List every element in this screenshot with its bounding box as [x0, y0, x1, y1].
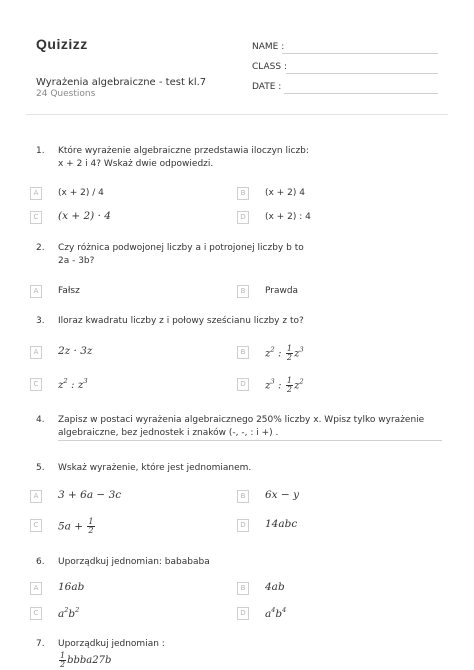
question-number: 6.	[36, 557, 45, 567]
name-line	[282, 53, 438, 54]
option-c[interactable]	[30, 607, 210, 620]
question-text	[58, 242, 446, 267]
option-letter-box: B	[237, 346, 249, 359]
question-text-line: Zapisz w postaci wyrażenia algebraicznego 250% liczby x. Wpisz tylko wyrażenie	[58, 415, 425, 425]
option-letter-box: D	[237, 378, 249, 391]
question-text	[58, 638, 446, 669]
option-text: 14abc	[265, 518, 298, 530]
fraction: $\frac{1}{2}$	[60, 650, 66, 669]
option-text: $z^2$ : $z^3$	[58, 377, 88, 391]
option-a[interactable]	[30, 346, 210, 359]
question-1	[36, 145, 446, 171]
fraction: $\frac{1}{2}$	[286, 344, 292, 362]
option-a[interactable]	[30, 490, 210, 503]
question-expression: $\frac{1}{2}$ bbba27b	[60, 650, 112, 669]
question-text-line: x + 2 i 4? Wskaż dwie odpowiedzi.	[58, 158, 214, 169]
option-d[interactable]	[237, 607, 417, 620]
question-number: 1.	[36, 146, 45, 156]
quizizz-logo: Quizizz	[36, 36, 88, 52]
option-text: $z^2$ : $\frac{1}{2}$ $z^3$	[265, 344, 304, 362]
question-number: 7.	[36, 639, 45, 649]
option-letter-box: B	[237, 582, 249, 595]
option-text: 16ab	[58, 581, 85, 593]
option-letter-box: A	[30, 285, 42, 298]
class-label: CLASS :	[252, 62, 287, 72]
name-label: NAME :	[252, 42, 285, 52]
fraction: $\frac{1}{2}$	[88, 517, 94, 535]
option-c[interactable]	[30, 517, 210, 535]
date-field[interactable]	[252, 82, 438, 92]
option-letter-box: C	[30, 211, 42, 224]
option-text: 2z · 3z	[58, 345, 93, 357]
option-text: (x + 2) / 4	[58, 188, 104, 198]
fraction: $\frac{1}{2}$	[286, 376, 292, 394]
question-text-line: Uporządkuj jednomian :	[58, 639, 165, 649]
option-letter-box: B	[237, 285, 249, 298]
question-text-line: 2a - 3b?	[58, 255, 95, 266]
option-letter-box: A	[30, 346, 42, 359]
option-letter-box: B	[237, 490, 249, 503]
class-line	[286, 73, 438, 74]
question-text-line: Czy różnica podwojonej liczby a i potrojonej liczby b to	[58, 243, 304, 253]
date-line	[284, 93, 438, 94]
option-text: 3 + 6a − 3c	[58, 489, 122, 501]
question-number: 2.	[36, 243, 45, 253]
option-d[interactable]	[237, 376, 417, 394]
option-text: 6x − y	[265, 489, 300, 501]
question-text: Uporządkuj jednomian: babababa	[58, 557, 210, 567]
option-text: $z^3$ : $\frac{1}{2}$ $z^2$	[265, 376, 304, 394]
question-7	[36, 638, 446, 668]
option-b[interactable]	[237, 344, 417, 362]
option-d[interactable]	[237, 519, 417, 532]
option-a[interactable]	[30, 285, 210, 298]
name-field[interactable]	[252, 42, 438, 52]
header-divider	[26, 114, 448, 115]
option-b[interactable]	[237, 187, 417, 200]
option-text: $a^4b^4$	[265, 606, 287, 620]
option-a[interactable]	[30, 582, 210, 595]
option-letter-box: C	[30, 607, 42, 620]
question-count: 24 Questions	[36, 89, 96, 99]
option-letter-box: C	[30, 378, 42, 391]
question-text	[58, 414, 446, 439]
question-number: 3.	[36, 316, 45, 326]
option-text: 4ab	[265, 581, 285, 593]
question-text: Iloraz kwadratu liczby z i połowy sześcianu liczby z to?	[58, 316, 304, 326]
class-field[interactable]	[252, 62, 438, 72]
date-label: DATE :	[252, 82, 282, 92]
worksheet-title: Wyrażenia algebraiczne - test kl.7	[36, 77, 207, 88]
question-text-line: Które wyrażenie algebraiczne przedstawia iloczyn liczb:	[58, 146, 309, 156]
question-number: 4.	[36, 415, 45, 425]
question-6	[36, 556, 446, 570]
question-5	[36, 462, 446, 476]
option-text: Prawda	[265, 286, 299, 296]
question-number: 5.	[36, 463, 45, 473]
option-letter-box: B	[237, 187, 249, 200]
question-4	[36, 414, 446, 440]
option-letter-box: C	[30, 519, 42, 532]
option-c[interactable]	[30, 378, 210, 391]
option-letter-box: A	[30, 582, 42, 595]
option-letter-box: A	[30, 490, 42, 503]
question-3	[36, 315, 446, 329]
option-text: $a^2b^2$	[58, 606, 80, 620]
option-a[interactable]	[30, 187, 210, 200]
option-b[interactable]	[237, 285, 417, 298]
option-text: (x + 2) 4	[265, 188, 305, 198]
option-text: (x + 2) · 4	[58, 210, 111, 222]
question-text-line: algebraiczne, bez jednostek i znaków (-, -, : i +) .	[58, 427, 279, 438]
option-letter-box: A	[30, 187, 42, 200]
option-c[interactable]	[30, 211, 210, 224]
option-text: 5a + $\frac{1}{2}$	[58, 517, 94, 535]
option-text: Fałsz	[58, 286, 80, 296]
answer-line[interactable]	[58, 440, 442, 441]
question-2	[36, 242, 446, 268]
option-letter-box: D	[237, 607, 249, 620]
option-letter-box: D	[237, 211, 249, 224]
option-letter-box: D	[237, 519, 249, 532]
option-b[interactable]	[237, 490, 417, 503]
option-b[interactable]	[237, 582, 417, 595]
question-text: Wskaż wyrażenie, które jest jednomianem.	[58, 463, 252, 473]
option-text: (x + 2) : 4	[265, 212, 311, 222]
question-text	[58, 145, 446, 170]
option-d[interactable]	[237, 211, 417, 224]
